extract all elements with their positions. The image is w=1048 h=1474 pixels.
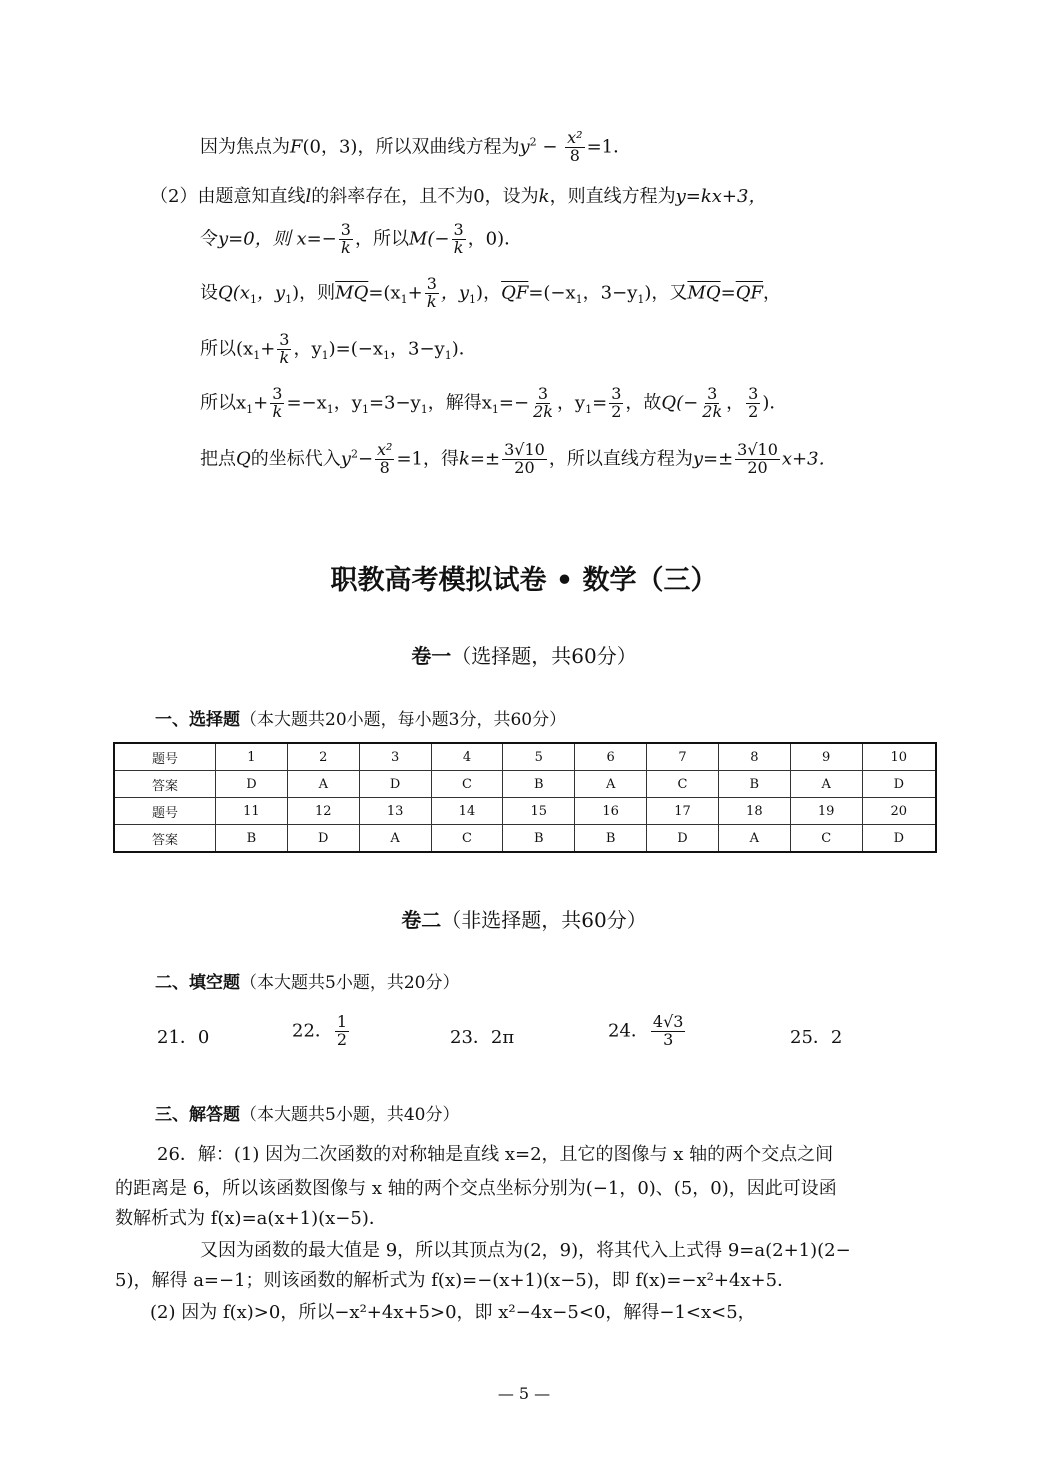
volume-desc: （非选择题，共60分） xyxy=(441,908,647,932)
text: ，所以直线方程为 xyxy=(548,448,693,470)
text: ，3−y xyxy=(390,338,445,360)
denominator: 2 xyxy=(336,1029,348,1049)
text: ，解得x xyxy=(427,392,492,414)
subscript: 1 xyxy=(469,292,477,306)
table-cell: 1 xyxy=(216,743,288,771)
table-cell: A xyxy=(790,771,862,798)
subscript: 1 xyxy=(285,292,293,306)
text: k xyxy=(538,186,550,207)
text: y=0，则 xyxy=(218,228,291,250)
table-cell: C xyxy=(431,771,503,798)
table-cell: B xyxy=(216,825,288,853)
fraction xyxy=(746,386,760,421)
text: 把点 xyxy=(200,448,236,470)
numerator: 3 xyxy=(340,220,351,239)
vector: $\overline{MQ}$ xyxy=(335,282,369,304)
numerator: 3√10 xyxy=(737,440,778,459)
text: x+3． xyxy=(781,448,837,470)
denominator: k xyxy=(453,237,464,257)
volume-label: 卷二 xyxy=(401,908,442,932)
text: M(− xyxy=(408,228,450,250)
section-label: 三、解答题 xyxy=(155,1105,240,1125)
text: 22． xyxy=(292,1020,333,1042)
numerator: 3 xyxy=(279,330,290,349)
denominator: k xyxy=(279,347,290,367)
section-label: 一、选择题 xyxy=(155,710,240,730)
table-cell: 8 xyxy=(718,743,790,771)
subscript: 1 xyxy=(383,348,391,362)
table-cell: 4 xyxy=(431,743,503,771)
numerator: x² xyxy=(567,128,583,147)
table-cell: 3 xyxy=(359,743,431,771)
table-cell: 11 xyxy=(216,798,288,825)
section-desc: （本大题共20小题，每小题3分，共60分） xyxy=(240,710,567,730)
denominator: 3 xyxy=(663,1029,674,1049)
fraction xyxy=(565,130,584,165)
q26-line-4: 又因为函数的最大值是 9，所以其顶点为(2，9)，将其代入上式得 9=a(2+1)(2− xyxy=(200,1240,851,1261)
denominator: 2 xyxy=(748,401,759,421)
fraction xyxy=(531,386,555,421)
text: ，则直线方程为 xyxy=(549,186,676,207)
volume-one-heading xyxy=(0,640,1048,669)
numerator: 1 xyxy=(336,1012,348,1031)
table-cell: 10 xyxy=(862,743,936,771)
text: = xyxy=(720,282,736,304)
page-title: 职教高考模拟试卷 • 数学（三） xyxy=(330,565,718,596)
table-cell: A xyxy=(575,771,647,798)
answer-23: 23．2π xyxy=(450,1027,515,1048)
fraction xyxy=(609,386,623,421)
volume-label: 卷一 xyxy=(411,644,452,668)
fraction xyxy=(700,386,724,421)
text: − xyxy=(357,448,374,470)
section-desc: （本大题共5小题，共40分） xyxy=(240,1105,460,1125)
q26-line-2: 的距离是 6，所以该函数图像与 x 轴的两个交点坐标分别为(−1，0)、(5，0)，因此可设函 xyxy=(115,1178,837,1199)
prev-line-7 xyxy=(200,442,837,477)
table-cell: D xyxy=(287,825,359,853)
fraction xyxy=(339,222,353,257)
table-cell: 12 xyxy=(287,798,359,825)
subscript: 1 xyxy=(326,402,334,416)
text: ，所以 xyxy=(354,228,409,250)
q26-line-1: 26．解：(1) 因为二次函数的对称轴是直线 x=2，且它的图像与 x 轴的两个交点之间 xyxy=(157,1144,834,1165)
vector: $\overline{QF}$ xyxy=(735,282,763,304)
text: y=kx+3， xyxy=(675,186,767,207)
table-cell: 18 xyxy=(718,798,790,825)
table-row-header: 题号 xyxy=(114,743,216,771)
text: Q(− xyxy=(661,392,699,414)
subscript: 1 xyxy=(444,348,452,362)
text: Q xyxy=(236,448,251,470)
denominator: 8 xyxy=(379,457,390,477)
numerator: 3 xyxy=(272,384,283,403)
denominator: 20 xyxy=(747,457,768,477)
q26-line-3: 数解析式为 f(x)=a(x+1)(x−5)． xyxy=(115,1208,387,1229)
table-cell: 13 xyxy=(359,798,431,825)
table-cell: B xyxy=(718,771,790,798)
answer-21: 21．0 xyxy=(157,1027,210,1048)
text: )． xyxy=(451,338,477,360)
table-cell: D xyxy=(359,771,431,798)
text: k=± xyxy=(459,448,501,470)
table-cell: C xyxy=(647,771,719,798)
text: 所以x xyxy=(200,392,247,414)
text: )，则 xyxy=(292,282,336,304)
text: ，0)． xyxy=(467,228,523,250)
text: 所以(x xyxy=(200,338,254,360)
subscript: 1 xyxy=(491,402,499,416)
table-cell: 9 xyxy=(790,743,862,771)
numerator: x² xyxy=(377,440,393,459)
table-cell: B xyxy=(575,825,647,853)
prev-line-3 xyxy=(200,222,522,257)
fraction xyxy=(651,1014,686,1049)
table-cell: 14 xyxy=(431,798,503,825)
fraction xyxy=(502,442,547,477)
text: x=− xyxy=(296,228,337,250)
table-cell: 16 xyxy=(575,798,647,825)
text: 令 xyxy=(200,228,218,250)
denominator: k xyxy=(272,401,283,421)
text: 因为焦点为 xyxy=(200,136,290,158)
superscript: 2 xyxy=(350,447,358,461)
table-cell: 17 xyxy=(647,798,719,825)
table-row xyxy=(114,798,936,825)
table-cell: B xyxy=(503,825,575,853)
prev-line-4 xyxy=(200,276,781,311)
fraction xyxy=(735,442,780,477)
text: )=(−x xyxy=(328,338,384,360)
text: =3−y xyxy=(368,392,421,414)
text: + xyxy=(260,338,276,360)
text: ，3−y xyxy=(582,282,638,304)
text: =− xyxy=(498,392,530,414)
section-label: 二、填空题 xyxy=(155,973,240,993)
text: =−x xyxy=(286,392,327,414)
text: Q(x xyxy=(218,282,250,304)
table-cell: C xyxy=(431,825,503,853)
denominator: 20 xyxy=(514,457,535,477)
text: ，故 xyxy=(625,392,662,414)
table-cell: 7 xyxy=(647,743,719,771)
text: F xyxy=(290,136,303,158)
fraction xyxy=(375,442,394,477)
q26-line-6: (2) 因为 f(x)>0，所以−x²+4x+5>0，即 x²−4x−5<0，解得−1<x<5， xyxy=(150,1302,756,1323)
page-number: — 5 — xyxy=(497,1384,551,1403)
subscript: 1 xyxy=(253,348,261,362)
fraction xyxy=(270,386,284,421)
fraction xyxy=(425,276,439,311)
subscript: 1 xyxy=(361,402,369,416)
answer-22 xyxy=(292,1014,351,1049)
subscript: 1 xyxy=(585,402,593,416)
text: 设 xyxy=(200,282,218,304)
table-row xyxy=(114,743,936,771)
subscript: 1 xyxy=(400,292,408,306)
table-row-header: 题号 xyxy=(114,798,216,825)
subscript: 1 xyxy=(637,292,645,306)
table-row xyxy=(114,771,936,798)
text: )， xyxy=(476,282,502,304)
answer-25: 25．2 xyxy=(790,1027,843,1048)
text: ， xyxy=(726,392,745,414)
text: =(−x xyxy=(528,282,576,304)
text: =1． xyxy=(586,136,632,158)
table-row xyxy=(114,825,936,853)
text: (0，3)，所以双曲线方程为 xyxy=(302,136,520,158)
subscript: 1 xyxy=(246,402,254,416)
subscript: 1 xyxy=(420,402,428,416)
numerator: 4√3 xyxy=(652,1012,684,1031)
table-cell: D xyxy=(862,825,936,853)
text: − xyxy=(536,136,564,158)
text: + xyxy=(407,282,423,304)
prev-line-6 xyxy=(200,386,787,421)
text: ，y xyxy=(333,392,362,414)
table-cell: 19 xyxy=(790,798,862,825)
section-two-heading xyxy=(155,968,459,993)
text: ，y xyxy=(293,338,322,360)
denominator: 2 xyxy=(611,401,622,421)
table-cell: A xyxy=(359,825,431,853)
table-row-header: 答案 xyxy=(114,825,216,853)
answer-table xyxy=(113,742,937,853)
fraction xyxy=(277,332,291,367)
text: l xyxy=(305,186,312,207)
denominator: 8 xyxy=(569,145,580,165)
table-cell: D xyxy=(647,825,719,853)
prev-line-5 xyxy=(200,332,477,367)
text: y=± xyxy=(692,448,734,470)
text: = xyxy=(592,392,608,414)
table-row-header: 答案 xyxy=(114,771,216,798)
text: =(x xyxy=(368,282,401,304)
numerator: 3 xyxy=(611,384,622,403)
fraction xyxy=(452,222,466,257)
text: + xyxy=(253,392,269,414)
text: 的坐标代入 xyxy=(250,448,341,470)
text: ，y xyxy=(256,282,286,304)
q26-line-5: 5)，解得 a=−1；则该函数的解析式为 f(x)=−(x+1)(x−5)，即 f(x)=−x²+4x+5． xyxy=(115,1270,796,1291)
text: ， xyxy=(762,282,781,304)
text: )． xyxy=(762,392,788,414)
table-cell: B xyxy=(503,771,575,798)
numerator: 3 xyxy=(748,384,759,403)
text: 2 xyxy=(529,135,537,149)
section-desc: （本大题共5小题，共20分） xyxy=(240,973,460,993)
text: 24． xyxy=(608,1020,649,1042)
answer-24 xyxy=(608,1014,687,1049)
fraction xyxy=(335,1014,349,1049)
table-cell: D xyxy=(216,771,288,798)
text: 的斜率存在，且不为0，设为 xyxy=(311,186,539,207)
text: （2）由题意知直线 xyxy=(150,186,306,207)
subscript: 1 xyxy=(321,348,329,362)
text: =1，得 xyxy=(396,448,460,470)
volume-desc: （选择题，共60分） xyxy=(451,644,637,668)
denominator: 2k xyxy=(533,401,553,421)
denominator: k xyxy=(341,237,351,257)
table-cell: 2 xyxy=(287,743,359,771)
text: y xyxy=(340,448,351,470)
text: ，y xyxy=(556,392,586,414)
text: ，y xyxy=(440,282,470,304)
numerator: 3 xyxy=(426,274,437,293)
table-cell: A xyxy=(287,771,359,798)
section-three-heading xyxy=(155,1100,459,1125)
volume-two-heading xyxy=(0,904,1048,933)
numerator: 3 xyxy=(707,384,718,403)
prev-line-1 xyxy=(200,130,631,165)
numerator: 3 xyxy=(453,220,464,239)
subscript: 1 xyxy=(575,292,583,306)
text: y xyxy=(519,136,530,158)
section-one-heading xyxy=(155,705,566,730)
vector: $\overline{MQ}$ xyxy=(687,282,721,304)
vector: $\overline{QF}$ xyxy=(501,282,529,304)
numerator: 3 xyxy=(537,384,549,403)
table-cell: 15 xyxy=(503,798,575,825)
table-cell: A xyxy=(718,825,790,853)
table-cell: C xyxy=(790,825,862,853)
table-cell: 20 xyxy=(862,798,936,825)
denominator: k xyxy=(426,291,437,311)
text: )，又 xyxy=(644,282,688,304)
denominator: 2k xyxy=(702,401,723,421)
numerator: 3√10 xyxy=(504,440,545,459)
subscript: 1 xyxy=(249,292,257,306)
prev-line-2 xyxy=(150,188,766,206)
table-cell: 5 xyxy=(503,743,575,771)
table-cell: 6 xyxy=(575,743,647,771)
table-cell: D xyxy=(862,771,936,798)
